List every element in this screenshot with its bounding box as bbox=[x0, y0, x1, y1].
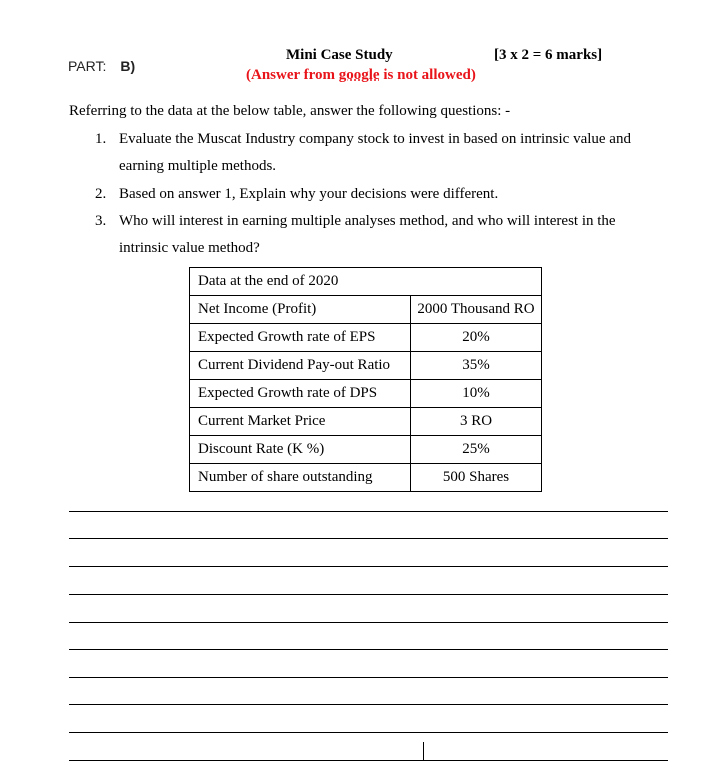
question-text-line2: intrinsic value method? bbox=[119, 240, 260, 256]
row-value: 2000 Thousand RO bbox=[411, 296, 542, 324]
answer-line[interactable] bbox=[69, 538, 668, 539]
answer-line[interactable] bbox=[69, 704, 668, 705]
row-label: Net Income (Profit) bbox=[190, 296, 411, 324]
table-row bbox=[190, 324, 542, 352]
question-text-line2: earning multiple methods. bbox=[119, 158, 277, 174]
answer-line[interactable] bbox=[69, 594, 668, 595]
question-3 bbox=[95, 208, 685, 262]
row-value: 25% bbox=[411, 436, 542, 464]
row-value: 35% bbox=[411, 352, 542, 380]
row-value: 10% bbox=[411, 380, 542, 408]
table-row bbox=[190, 352, 542, 380]
answer-line[interactable] bbox=[69, 732, 668, 733]
row-label: Number of share outstanding bbox=[190, 464, 411, 492]
question-1 bbox=[95, 126, 685, 180]
table-header-row bbox=[190, 268, 542, 296]
part-label bbox=[68, 58, 135, 74]
warning-text-start: (Answer from bbox=[246, 67, 339, 83]
question-text-line1: Based on answer 1, Explain why your decisions were different. bbox=[119, 186, 499, 202]
table-row bbox=[190, 436, 542, 464]
question-text-line1: Evaluate the Muscat Industry company stock to invest in based on intrinsic value and bbox=[119, 131, 631, 147]
table-header: Data at the end of 2020 bbox=[190, 268, 542, 296]
question-2 bbox=[95, 181, 685, 208]
answer-line[interactable] bbox=[69, 511, 668, 512]
row-value: 500 Shares bbox=[411, 464, 542, 492]
row-label: Expected Growth rate of EPS bbox=[190, 324, 411, 352]
question-number: 2. bbox=[95, 186, 107, 202]
part-label-text: PART: bbox=[68, 58, 107, 74]
answer-line[interactable] bbox=[69, 649, 668, 650]
answer-line[interactable] bbox=[69, 677, 668, 678]
table-row bbox=[190, 464, 542, 492]
warning-google-word: google bbox=[338, 67, 380, 83]
row-label: Discount Rate (K %) bbox=[190, 436, 411, 464]
page-title: Mini Case Study bbox=[286, 47, 393, 63]
row-value: 20% bbox=[411, 324, 542, 352]
warning-text-end: is not allowed) bbox=[379, 67, 476, 83]
row-value: 3 RO bbox=[411, 408, 542, 436]
intro-text: Referring to the data at the below table, answer the following questions: - bbox=[69, 103, 511, 119]
table-row bbox=[190, 408, 542, 436]
warning-note bbox=[246, 67, 476, 84]
table-row bbox=[190, 296, 542, 324]
question-text-line1: Who will interest in earning multiple analyses method, and who will interest in the bbox=[119, 213, 616, 229]
table-row bbox=[190, 380, 542, 408]
question-number: 3. bbox=[95, 213, 107, 229]
row-label: Current Dividend Pay-out Ratio bbox=[190, 352, 411, 380]
row-label: Expected Growth rate of DPS bbox=[190, 380, 411, 408]
answer-line[interactable] bbox=[69, 566, 668, 567]
row-label: Current Market Price bbox=[190, 408, 411, 436]
answer-line[interactable] bbox=[69, 622, 668, 623]
marks-label: [3 x 2 = 6 marks] bbox=[494, 47, 603, 63]
part-value: B) bbox=[120, 58, 136, 74]
data-table bbox=[189, 267, 542, 492]
text-cursor bbox=[423, 742, 424, 760]
question-number: 1. bbox=[95, 131, 107, 147]
answer-line[interactable] bbox=[69, 760, 668, 761]
